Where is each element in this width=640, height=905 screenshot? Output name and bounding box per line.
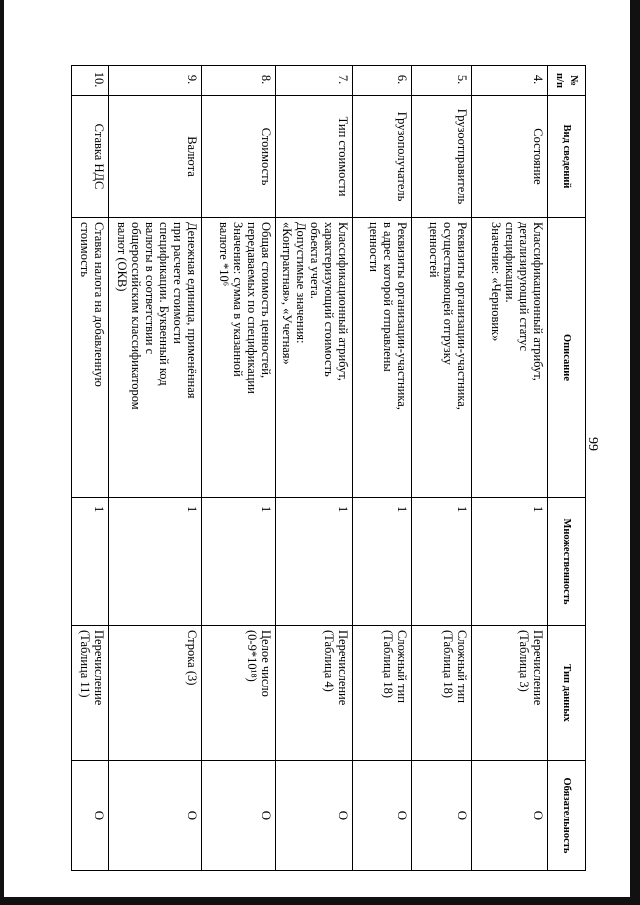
- cell-description-line: валют (ОКВ): [114, 222, 129, 292]
- cell-data-type-line: Перечисление: [531, 630, 545, 706]
- cell-data-type: [72, 626, 109, 761]
- cell-data-type: [471, 626, 547, 761]
- cell-description-line: объекта учета.: [307, 222, 322, 299]
- cell-multiplicity: 1: [109, 498, 202, 626]
- cell-description: [352, 218, 412, 498]
- cell-data-type: [201, 626, 275, 761]
- cell-description-line: Классификационный атрибут,: [335, 222, 350, 381]
- cell-description-line: характеризующий стоимость: [321, 222, 336, 377]
- cell-description-line: Реквизиты организации-участника,: [395, 222, 410, 410]
- cell-description-line: «Контрактная», «Учетная»: [279, 222, 294, 365]
- cell-kind: Стоимость: [201, 96, 275, 218]
- cell-description-line: ценности: [367, 222, 382, 272]
- cell-description: [72, 218, 109, 498]
- cell-description: [275, 218, 352, 498]
- cell-data-type: [412, 626, 472, 761]
- cell-data-type-line: Перечисление: [335, 630, 350, 706]
- cell-required: О: [275, 761, 352, 871]
- cell-kind: Состояние: [471, 96, 547, 218]
- cell-required: О: [72, 761, 109, 871]
- cell-kind: Грузополучатель: [352, 96, 412, 218]
- cell-kind: Ставка НДС: [72, 96, 109, 218]
- cell-required: О: [412, 761, 472, 871]
- cell-kind: Валюта: [109, 96, 202, 218]
- cell-multiplicity: 1: [471, 498, 547, 626]
- table-row: [471, 66, 547, 871]
- cell-num: 7.: [275, 66, 352, 96]
- cell-description-line: ценностей: [426, 222, 441, 278]
- cell-description-line: валюте *10⁶: [216, 222, 231, 287]
- cell-description-line: общероссийским классификатором: [128, 222, 143, 410]
- cell-description-line: при расчете стоимости: [170, 222, 185, 344]
- cell-description-line: валюты в соответствии с: [142, 222, 157, 355]
- cell-data-type: [275, 626, 352, 761]
- cell-multiplicity: 1: [72, 498, 109, 626]
- cell-description-line: Реквизиты организации-участника,: [454, 222, 469, 410]
- cell-description-line: стоимость: [78, 222, 93, 277]
- table-row: [109, 66, 202, 871]
- cell-description-line: Денежная единица, применённая: [184, 222, 199, 399]
- cell-data-type: [352, 626, 412, 761]
- cell-description-line: спецификации. Буквенный код: [156, 222, 171, 386]
- cell-multiplicity: 1: [412, 498, 472, 626]
- cell-description: [109, 218, 202, 498]
- cell-description-line: детализирующий статус: [517, 222, 531, 352]
- cell-kind: Тип стоимости: [275, 96, 352, 218]
- table-row: [412, 66, 472, 871]
- header-num: № п/п: [548, 66, 586, 96]
- cell-data-type-line: (Таблица 3): [517, 630, 531, 692]
- cell-data-type-line: Сложный тип: [395, 630, 410, 703]
- cell-description-line: Допустимые значения:: [293, 222, 308, 344]
- cell-kind: Грузоотправитель: [412, 96, 472, 218]
- cell-description-line: Значение: «Черновик»: [489, 222, 503, 342]
- cell-multiplicity: 1: [275, 498, 352, 626]
- cell-data-type-line: (0-9*10¹⁸): [244, 630, 259, 682]
- cell-data-type-line: Перечисление: [92, 630, 107, 706]
- cell-multiplicity: 1: [352, 498, 412, 626]
- page-number: 99: [585, 437, 600, 451]
- cell-data-type-line: (Таблица 18): [440, 630, 455, 699]
- table-header-row: [548, 66, 586, 871]
- cell-description-line: спецификации.: [503, 222, 517, 303]
- cell-num: 6.: [352, 66, 412, 96]
- cell-description-line: Классификационный атрибут,: [531, 222, 545, 381]
- cell-description-line: в адрес которой отправлены: [381, 222, 396, 372]
- cell-data-type-line: (Таблица 11): [78, 630, 93, 698]
- cell-data-type-line: Сложный тип: [454, 630, 469, 703]
- table-row: [352, 66, 412, 871]
- cell-data-type-line: (Таблица 18): [381, 630, 396, 699]
- table-row: [275, 66, 352, 871]
- cell-num: 8.: [201, 66, 275, 96]
- cell-description-line: Значение: сумма в указанной: [230, 222, 245, 377]
- cell-data-type-line: Строка (3): [184, 630, 199, 686]
- cell-num: 9.: [109, 66, 202, 96]
- cell-required: О: [471, 761, 547, 871]
- cell-description: [412, 218, 472, 498]
- cell-data-type-line: (Таблица 4): [321, 630, 336, 692]
- header-data-type: Тип данных: [548, 626, 586, 761]
- header-multiplicity: Множественность: [548, 498, 586, 626]
- header-description: Описание: [548, 218, 586, 498]
- specification-table: [71, 65, 586, 871]
- cell-multiplicity: 1: [201, 498, 275, 626]
- cell-description-line: осуществляющей отгрузку: [440, 222, 455, 365]
- cell-description: [471, 218, 547, 498]
- header-kind: Вид сведений: [548, 96, 586, 218]
- table-row: [201, 66, 275, 871]
- cell-num: 5.: [412, 66, 472, 96]
- cell-num: 10.: [72, 66, 109, 96]
- cell-description-line: передаваемых по спецификации: [244, 222, 259, 394]
- cell-data-type-line: Целое число: [258, 630, 273, 697]
- header-required: Обязательность: [548, 761, 586, 871]
- cell-required: О: [109, 761, 202, 871]
- cell-data-type: [109, 626, 202, 761]
- cell-description: [201, 218, 275, 498]
- table-row: [72, 66, 109, 871]
- cell-description-line: Ставка налога на добавленную: [92, 222, 107, 387]
- cell-description-line: Общая стоимость ценностей,: [258, 222, 273, 379]
- cell-required: О: [352, 761, 412, 871]
- cell-required: О: [201, 761, 275, 871]
- cell-num: 4.: [471, 66, 547, 96]
